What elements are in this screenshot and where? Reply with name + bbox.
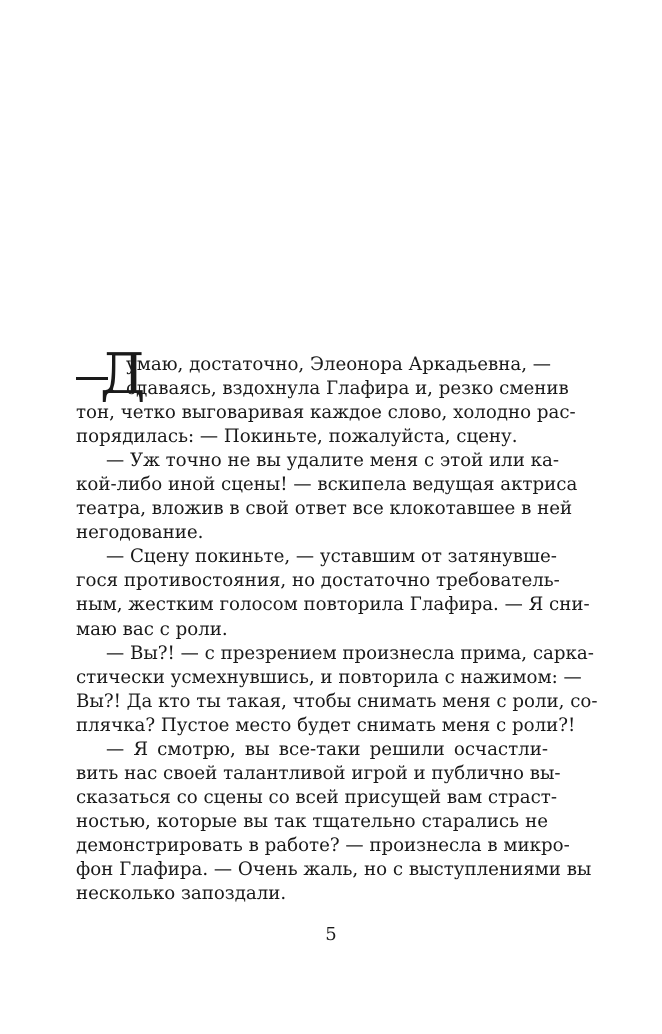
text-line: тон, четко выговаривая каждое слово, холодно рас-: [76, 402, 576, 424]
paragraph-1: [76, 353, 576, 449]
paragraph-3: [76, 545, 590, 641]
text-line: ным, жестким голосом повторила Глафира. — Я сни-: [76, 594, 590, 616]
text-line: — Уж точно не вы удалите меня с этой или ка-: [106, 450, 559, 472]
paragraph-5: [76, 738, 592, 906]
text-line: — Вы?! — с презрением произнесла прима, сарка-: [106, 642, 594, 664]
paragraph-2: [76, 449, 578, 545]
text-line: — Сцену покиньте, — уставшим от затянувше-: [106, 546, 557, 568]
text-line: демонстрировать в работе? — произнесла в микро-: [76, 834, 570, 856]
text-line: — Я смотрю, вы все-таки решили осчастли-: [106, 738, 548, 760]
text-line: ностью, которые вы так тщательно старались не: [76, 810, 548, 832]
page-number: 5: [325, 924, 337, 945]
text-line: фон Глафира. — Очень жаль, но с выступлениями вы: [76, 858, 592, 880]
text-line: сдаваясь, вздохнула Глафира и, резко сменив: [126, 378, 569, 400]
text-line: негодование.: [76, 522, 204, 544]
text-line: кой-либо иной сцены! — вскипела ведущая актриса: [76, 474, 578, 496]
paragraph-4: [76, 642, 598, 738]
text-line: плячка? Пустое место будет снимать меня с роли?!: [76, 714, 576, 736]
text-line: сказаться со сцены со всей присущей вам страст-: [76, 786, 558, 808]
body-text: [76, 342, 598, 906]
text-line: маю вас с роли.: [76, 618, 228, 640]
text-line: гося противостояния, но достаточно требователь-: [76, 570, 560, 592]
text-line: Вы?! Да кто ты такая, чтобы снимать меня с роли, со-: [76, 690, 598, 712]
text-line: умаю, достаточно, Элеонора Аркадьевна, —: [126, 354, 551, 375]
text-line: вить нас своей талантливой игрой и публично вы-: [76, 762, 561, 784]
text-line: порядилась: — Покиньте, пожалуйста, сцену.: [76, 426, 518, 448]
drop-cap-letter: Д: [100, 342, 146, 407]
text-line: театра, вложив в свой ответ все клокотавшее в ней: [76, 498, 573, 520]
text-line: стически усмехнувшись, и повторила с нажимом: —: [76, 666, 582, 688]
text-line: несколько запоздали.: [76, 883, 287, 905]
